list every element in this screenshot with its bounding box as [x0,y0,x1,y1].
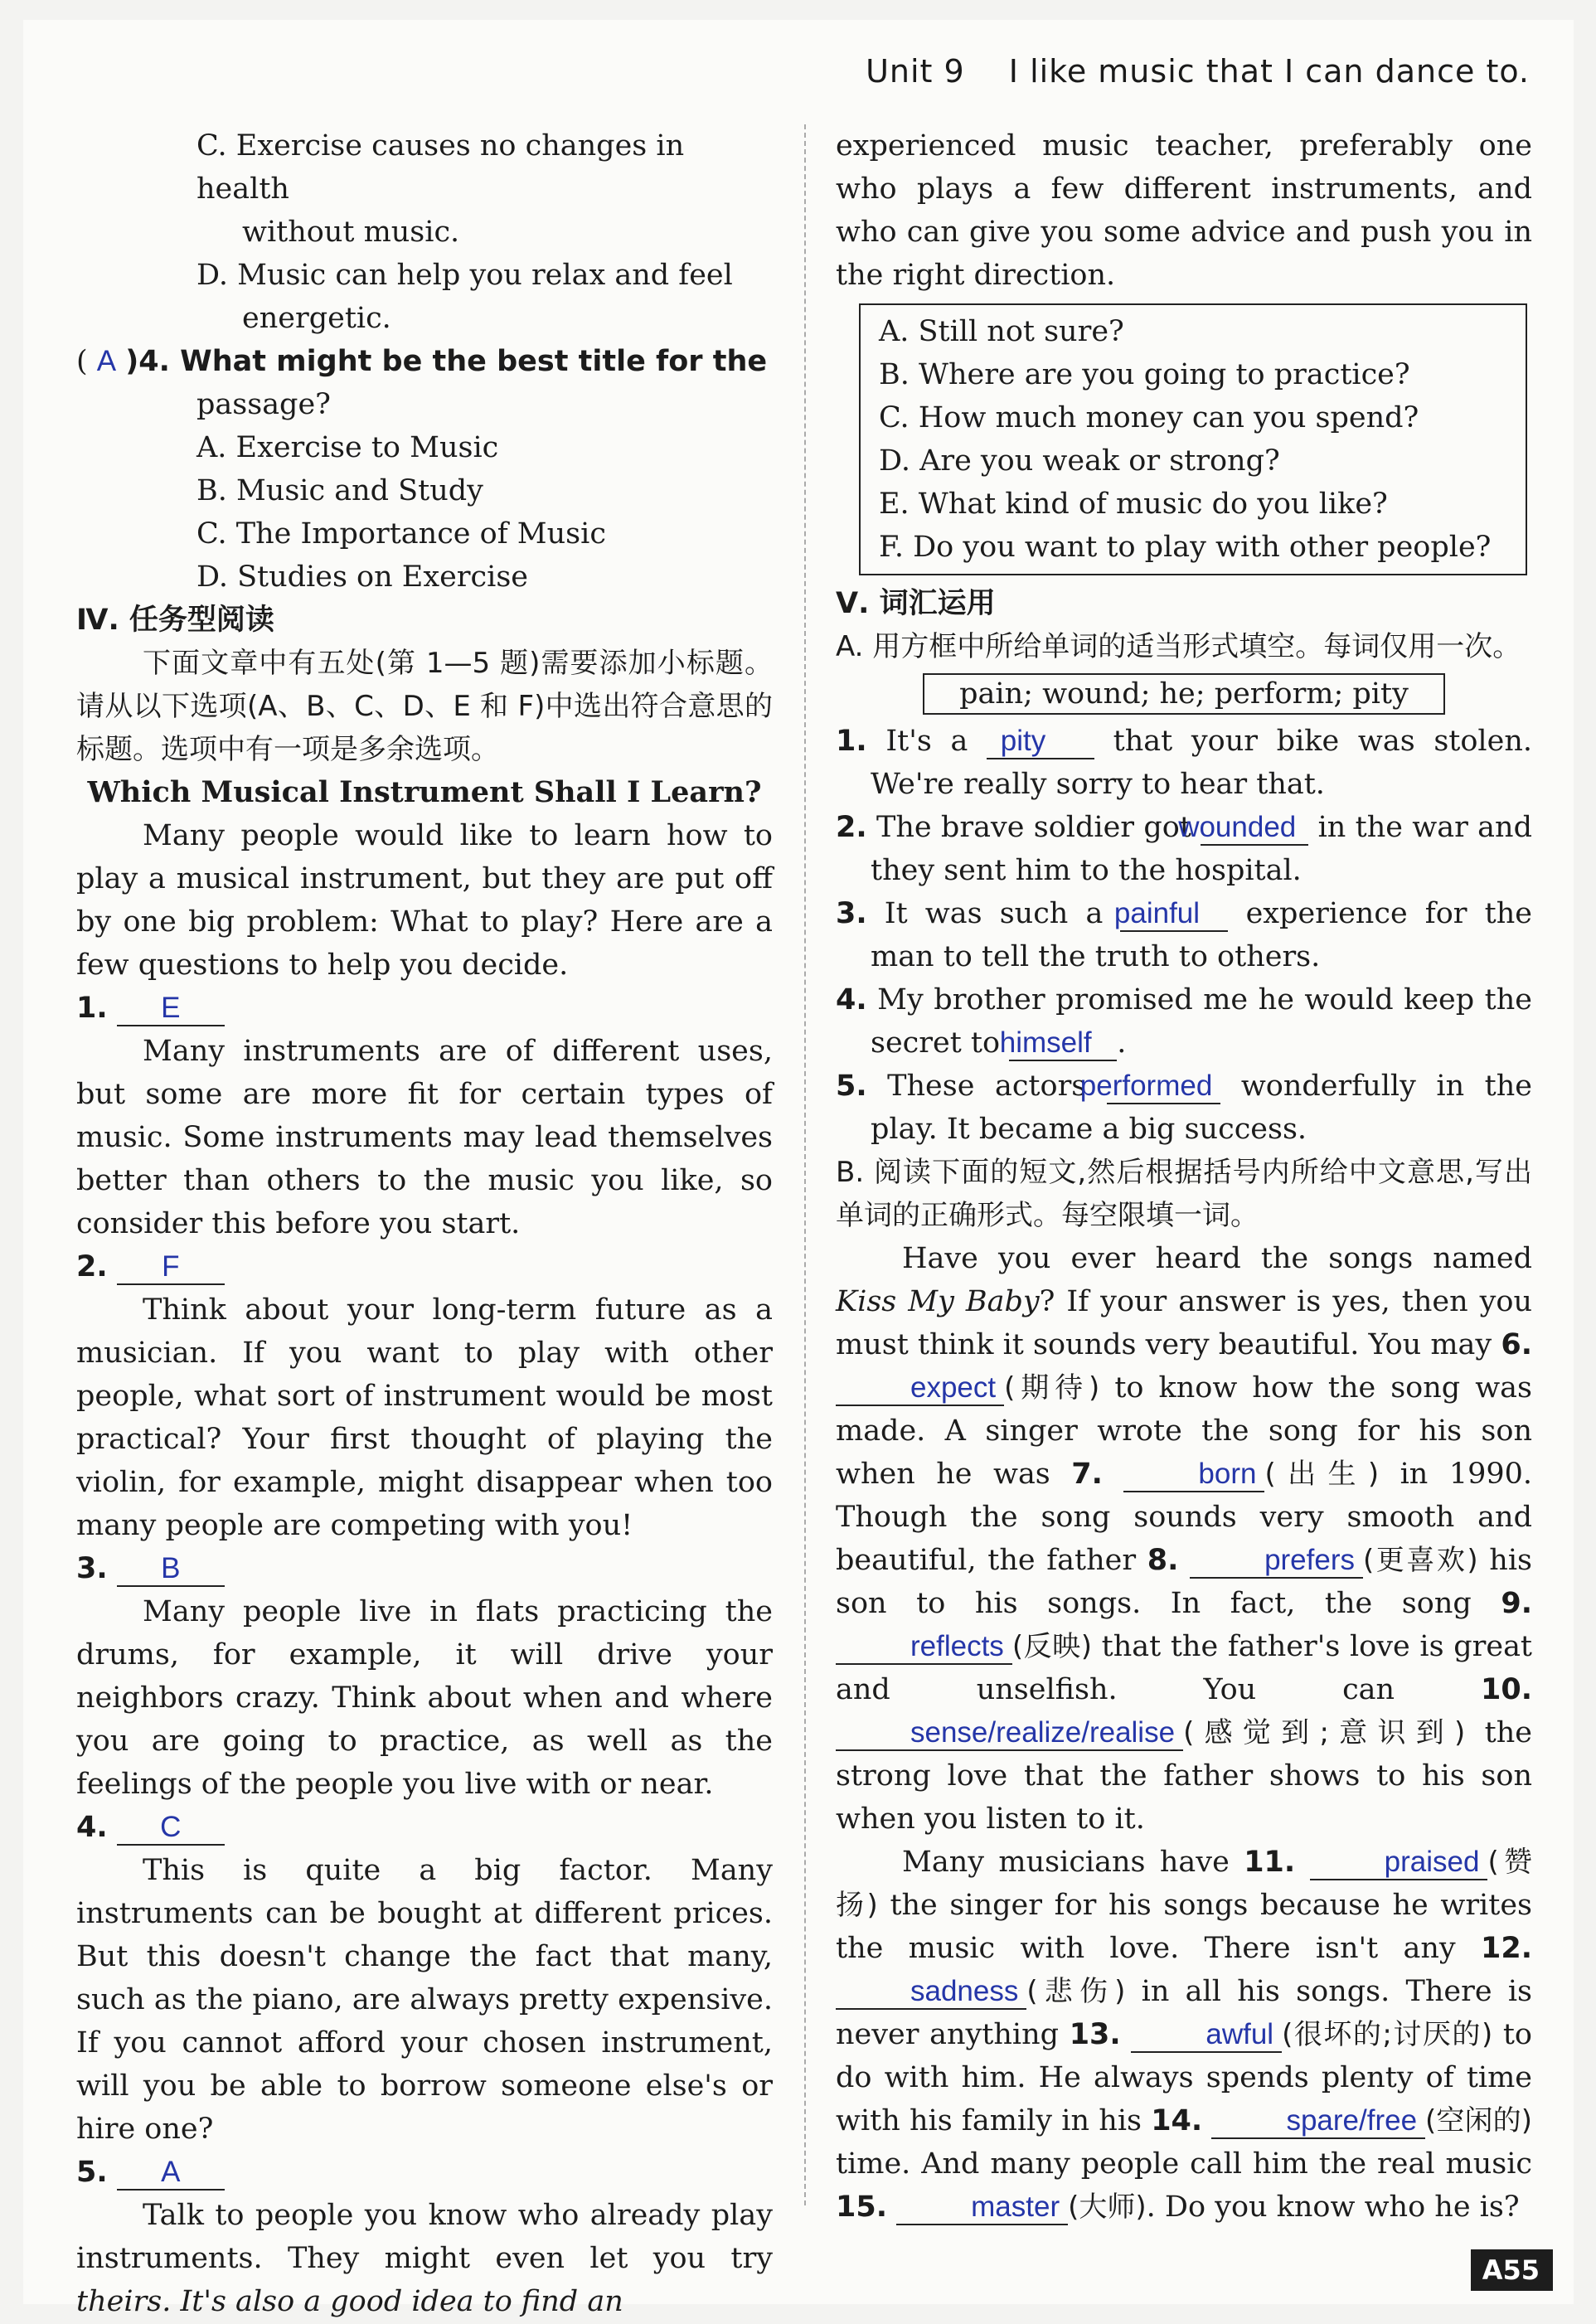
text-fragment: 5. [76,2156,108,2189]
a-item-2-answer: wounded [1201,811,1308,846]
option-b: B. Where are you going to practice? [879,358,1410,391]
q4-option-d: D. Studies on Exercise [196,560,528,594]
text-fragment: ? If your answer is yes, then you must think it sounds very beautiful. You may [836,1285,1533,1361]
passage-continuation: experienced music teacher, preferably one who plays a few different instruments, and who can give you some advice and push you in the right direction. [836,129,1532,292]
text-fragment: (感觉到;意识到) [1183,1716,1466,1749]
text-fragment: time. And many people call him the real music [836,2147,1532,2181]
item-5-text [76,2194,773,2323]
item-2-answer: F [117,1250,225,1285]
b-answer-14: spare/free [1211,2104,1425,2139]
q4-stem-cont: passage? [196,388,331,421]
part-b-paragraph-1 [836,1237,1532,1841]
text-fragment: 2. [76,1250,108,1283]
b-answer-12: sadness [836,1975,1026,2010]
text-fragment: (悲伤) [1026,1975,1126,2008]
section-4-instructions: 下面文章中有五处(第 1—5 题)需要添加小标题。请从以下选项(A、B、C、D、E 和 F)中选出符合意思的标题。选项中有一项是多余选项。 [76,647,773,766]
text-fragment: 3. [76,1552,108,1585]
text-fragment: (大师) [1068,2191,1147,2224]
text-fragment: A55 [1482,2254,1540,2286]
text-fragment: wonderfully in the play. It became a big success. [871,1070,1532,1146]
column-divider [804,124,806,2205]
text-fragment: The brave soldier got [876,811,1201,844]
item-4-answer: C [117,1811,225,1846]
a-item-5-answer: performed [1107,1070,1221,1104]
q3-option-d: D. Music can help you relax and feel [196,259,733,292]
option-f: F. Do you want to play with other people? [879,531,1492,564]
a-item-4 [836,978,1532,1065]
text-fragment: 15. [836,2191,888,2224]
q4-option-a: A. Exercise to Music [196,431,499,464]
text-fragment: 3. [836,897,867,930]
text-fragment: It was such a [884,897,1121,930]
left-column [76,124,773,2323]
passage-title: Which Musical Instrument Shall I Learn? [87,775,762,809]
text-fragment: 10. [1480,1673,1532,1706]
option-e: E. What kind of music do you like? [879,488,1388,521]
text-fragment: to do with him. He always spends plenty of time with his family in his [836,2018,1532,2137]
text-fragment: (很坏的;讨厌的) [1282,2018,1493,2051]
a-item-5 [836,1065,1532,1151]
item-3-label [76,1547,773,1590]
item-1-answer: E [117,992,225,1026]
q3-option-c: C. Exercise causes no changes in health [196,129,685,206]
text-fragment: (空闲的) [1425,2104,1532,2137]
b-answer-7: born [1123,1458,1264,1492]
b-answer-6: expect [836,1371,1004,1406]
text-fragment: in the war and they sent him to the hospital. [871,811,1532,887]
item-3-answer: B [117,1552,225,1587]
passage-intro: Many people would like to learn how to play a musical instrument, but they are put off by one big problem: What to play? Here are a few questions to help you decide. [76,819,773,982]
text-fragment: 2. [836,811,867,844]
text-fragment: 9. [1501,1587,1532,1620]
word-box: pain; wound; he; perform; pity [923,673,1445,715]
text-fragment: (期待) [1004,1371,1100,1405]
text-fragment: that the father's love is great and unselfish. You can [836,1630,1532,1706]
text-fragment: in 1990. Though the song sounds very smooth and beautiful, the father [836,1458,1533,1577]
page-header [866,53,1530,90]
question-4: ( A )4. What might be the best title for the [76,345,768,378]
options-box [859,303,1527,575]
section-4-title: Ⅳ. 任务型阅读 [76,604,274,637]
item-5-label [76,2151,773,2194]
text-fragment: Have you ever heard the songs named [902,1242,1532,1275]
text-fragment: It's a [885,725,987,758]
text-fragment: the singer for his songs because he writes the music with love. There isn't any [836,1889,1532,1965]
text-fragment: 12. [1480,1932,1532,1965]
text-fragment: Talk to people you know who already play instruments. They might even let you try [76,2199,773,2275]
part-b-instructions: B. 阅读下面的短文,然后根据括号内所给中文意思,写出单词的正确形式。每空限填一词。 [836,1156,1532,1232]
part-b-paragraph-2 [836,1841,1532,2229]
item-2-text: Think about your long-term future as a musician. If you want to play with other people, what sort of instrument would be most practical? Your first thought of playing the violin, for example, might disappear when too many people are competing with you! [76,1293,773,1542]
text-fragment: My brother promised me he would keep the secret to [871,983,1532,1060]
b-answer-15: master [896,2191,1068,2225]
text-fragment: in all his songs. There is never anything [836,1975,1532,2051]
text-fragment: These actors [887,1070,1107,1103]
right-column [836,124,1532,2229]
text-fragment: 1. [76,992,108,1025]
text-fragment: (赞扬) [836,1846,1532,1922]
item-2-label [76,1245,773,1288]
text-fragment: to know how the song was made. A singer wrote the song for his son when he was [836,1371,1532,1491]
item-4-label [76,1806,773,1849]
text-fragment: (出生) [1264,1458,1380,1491]
a-item-3-answer: painful [1120,897,1228,932]
text-fragment: that your bike was stolen. We're really sorry to hear that. [871,725,1532,801]
q4-option-c: C. The Importance of Music [196,517,606,551]
b-answer-8: prefers [1190,1544,1363,1579]
b-answer-10: sense/realize/realise [836,1716,1183,1751]
text-fragment: Kiss My Baby [836,1285,1040,1318]
page-number [1471,2249,1553,2291]
text-fragment: 4. [76,1811,108,1844]
a-item-2 [836,806,1532,892]
text-fragment: (反映) [1011,1630,1092,1663]
unit-label: Unit 9 [866,53,965,90]
text-fragment: 6. [1501,1328,1532,1361]
section-5-title: Ⅴ. 词汇运用 [836,587,996,620]
b-answer-13: awful [1131,2018,1282,2053]
text-fragment: experience for the man to tell the truth to others. [871,897,1532,973]
text-fragment: 4. [836,983,867,1016]
text-fragment: . Do you know who he is? [1146,2191,1520,2224]
text-fragment: the strong love that the father shows to his son when you listen to it. [836,1716,1533,1836]
text-fragment: 1. [836,725,867,758]
unit-title: I like music that I can dance to. [1008,53,1530,90]
item-5-answer: A [117,2156,225,2191]
option-a: A. Still not sure? [879,315,1124,348]
q4-stem: )4. What might be the best title for the [125,345,768,378]
a-item-1 [836,720,1532,806]
q3-option-d-cont: energetic. [242,302,391,335]
q3-option-c-cont: without music. [242,216,460,249]
text-fragment: 8. [1147,1544,1179,1577]
q4-option-b: B. Music and Study [196,474,483,507]
item-4-text: This is quite a big factor. Many instruments can be bought at different prices. But this doesn't change the fact that many, such as the piano, are always pretty expensive. If you cannot afford your chosen instrument, will you be able to borrow someone else's or hire one? [76,1854,773,2146]
text-fragment: theirs. It's also a good idea to find an [76,2285,623,2318]
text-fragment: his son to his songs. In fact, the song [836,1544,1532,1620]
text-fragment: . [1117,1026,1127,1060]
part-a-instructions: A. 用方框中所给单词的适当形式填空。每词仅用一次。 [836,630,1521,663]
text-fragment: 13. [1069,2018,1121,2051]
text-fragment: 5. [836,1070,867,1103]
q4-answer: A [96,345,117,377]
item-1-label [76,987,773,1030]
item-1-text: Many instruments are of different uses, but some are more fit for certain types of music. Some instruments may lead themselves better than others to the music you like, so consider this before you start. [76,1035,773,1240]
option-d: D. Are you weak or strong? [879,444,1280,478]
text-fragment: (更喜欢) [1363,1544,1478,1577]
a-item-4-answer: himself [1009,1026,1117,1061]
text-fragment: 11. [1244,1846,1296,1879]
a-item-3 [836,892,1532,978]
b-answer-11: praised [1310,1846,1488,1880]
item-3-text: Many people live in flats practicing the drums, for example, it will drive your neighbors crazy. Think about when and where you are going to practice, as well as the feelings of the people you live with or near. [76,1595,773,1801]
b-answer-9: reflects [836,1630,1012,1665]
text-fragment: Many musicians have [902,1846,1244,1879]
text-fragment: 7. [1071,1458,1103,1491]
text-fragment: 14. [1151,2104,1203,2137]
a-item-1-answer: pity [987,725,1094,759]
option-c: C. How much money can you spend? [879,401,1419,434]
